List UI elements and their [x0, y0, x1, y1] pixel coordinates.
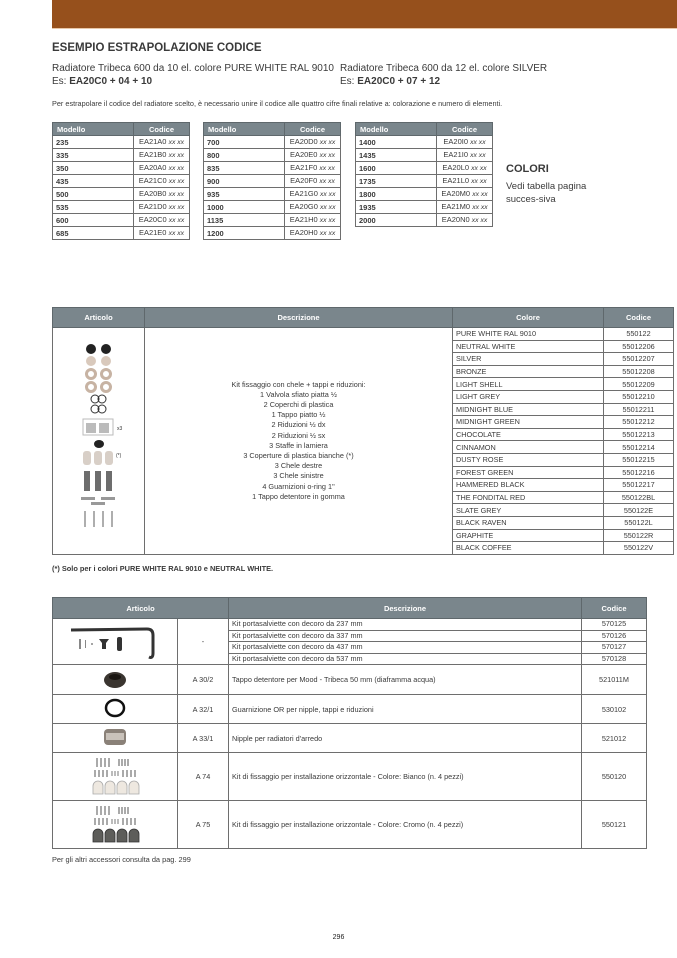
model-value: 350 [53, 162, 134, 175]
code-value: EA20I0 xx xx [437, 136, 493, 149]
model-value: 685 [53, 227, 134, 240]
accessory-description: Kit portasalviette con decoro da 437 mm [229, 642, 582, 654]
kit-description-line: 4 Guarnizioni o-ring 1" [262, 481, 335, 491]
page-number: 296 [332, 934, 345, 941]
kit-description-line: 1 Tappo piatto ½ [271, 410, 326, 420]
code-suffix: xx xx [471, 178, 487, 185]
example-2-description: Radiatore Tribeca 600 da 12 el. colore SILVER [340, 63, 548, 74]
kit-color: DUSTY ROSE [453, 453, 604, 466]
screws-icon [81, 497, 115, 505]
code-value: EA21M0 xx xx [437, 201, 493, 214]
code-value: EA20H0 xx xx [285, 227, 341, 240]
accessory-code: 570128 [582, 653, 647, 665]
model-value: 335 [53, 149, 134, 162]
accessory-code: 521011M [582, 665, 647, 695]
accessory-code: 570125 [582, 619, 647, 631]
model-row [53, 201, 190, 214]
accessory-code: 570127 [582, 642, 647, 654]
model-value: 700 [204, 136, 285, 149]
kit-header-code: Codice [604, 308, 674, 328]
kit-parts-image [59, 341, 139, 541]
model-row [204, 162, 341, 175]
model-value: 1935 [356, 201, 437, 214]
kit-color: BLACK COFFEE [453, 542, 604, 555]
kit-code: 55012210 [604, 390, 674, 403]
accessory-code: 550121 [582, 801, 647, 849]
kit-description-line: 2 Coperchi di plastica [263, 400, 334, 410]
code-value: EA20M0 xx xx [437, 188, 493, 201]
kit-code: 550122R [604, 529, 674, 542]
model-row [53, 136, 190, 149]
accessory-article: - [178, 619, 229, 665]
kit-code: 55012213 [604, 428, 674, 441]
accessory-description: Guarnizione OR per nipple, tappi e riduzioni [229, 695, 582, 724]
more-accessories-note: Per gli altri accessori consulta da pag. 299 [52, 855, 191, 864]
kit-description-line: 3 Chele sinistre [273, 471, 324, 481]
kit-table [52, 307, 674, 555]
claws-icon [84, 471, 112, 491]
code-value: EA20C0 xx xx [134, 214, 190, 227]
kit-header-description: Descrizione [145, 308, 453, 328]
example-1-prefix: Es: [52, 75, 70, 87]
kit-code: 55012217 [604, 479, 674, 492]
cap-plug-image [53, 665, 178, 695]
model-value: 1600 [356, 162, 437, 175]
model-value: 1200 [204, 227, 285, 240]
model-value: 900 [204, 175, 285, 188]
model-row [204, 201, 341, 214]
svg-text:x3: x3 [116, 425, 122, 432]
model-value: 800 [204, 149, 285, 162]
kit-description-line: 2 Riduzioni ½ sx [271, 430, 326, 440]
code-suffix: xx xx [168, 139, 185, 146]
example-1-description: Radiatore Tribeca 600 da 10 el. colore PURE WHITE RAL 9010 [52, 63, 334, 74]
accessory-code: 530102 [582, 695, 647, 724]
kit-code: 55012208 [604, 365, 674, 378]
accessory-article: A 30/2 [178, 665, 229, 695]
model-value: 1000 [204, 201, 285, 214]
accessory-row [53, 665, 647, 695]
kit-article-cell [53, 328, 145, 555]
model-table-1 [52, 122, 190, 240]
kit-code: 55012211 [604, 403, 674, 416]
code-value: EA20B0 xx xx [134, 188, 190, 201]
accessories-table [52, 597, 647, 849]
code-value: EA20L0 xx xx [437, 162, 493, 175]
kit-description-cell [145, 328, 453, 555]
kit-code: 550122 [604, 328, 674, 341]
kit-code: 550122BL [604, 491, 674, 504]
kit-code: 550122E [604, 504, 674, 517]
model-header: Modello [356, 123, 437, 136]
accessory-description: Nipple per radiatori d'arredo [229, 724, 582, 753]
header-color-bar [52, 0, 677, 29]
model-row [204, 175, 341, 188]
code-header: Codice [285, 123, 341, 136]
kit-footnote: (*) Solo per i colori PURE WHITE RAL 9010 e NEUTRAL WHITE. [52, 564, 274, 573]
code-suffix: xx xx [168, 204, 185, 211]
code-header: Codice [437, 123, 493, 136]
code-value: EA20A0 xx xx [134, 162, 190, 175]
code-suffix: xx xx [168, 152, 185, 159]
accessory-description: Kit portasalviette con decoro da 237 mm [229, 619, 582, 631]
accessory-article: A 75 [178, 801, 229, 849]
model-row [356, 175, 493, 188]
kit-color: CHOCOLATE [453, 428, 604, 441]
model-value: 1735 [356, 175, 437, 188]
code-value: EA20N0 xx xx [437, 214, 493, 227]
model-row [356, 162, 493, 175]
chrome-bracket-kit-image [53, 801, 178, 849]
model-value: 600 [53, 214, 134, 227]
model-row [53, 188, 190, 201]
kit-description-line: 2 Riduzioni ½ dx [271, 420, 326, 430]
model-row [356, 214, 493, 227]
code-suffix: xx xx [168, 191, 185, 198]
plastic-covers-icon [86, 356, 111, 366]
kit-code: 550122V [604, 542, 674, 555]
code-value: EA20D0 xx xx [285, 136, 341, 149]
accessory-row [53, 724, 647, 753]
example-1 [52, 63, 334, 88]
model-value: 435 [53, 175, 134, 188]
model-row [356, 201, 493, 214]
reductions-icon [86, 369, 110, 391]
code-suffix: xx xx [470, 152, 486, 159]
model-value: 935 [204, 188, 285, 201]
model-value: 1135 [204, 214, 285, 227]
model-row [53, 214, 190, 227]
colori-title: COLORI [506, 163, 549, 175]
model-value: 1800 [356, 188, 437, 201]
code-suffix: xx xx [168, 217, 185, 224]
example-2 [340, 63, 547, 88]
code-value: EA21H0 xx xx [285, 214, 341, 227]
code-value: EA21A0 xx xx [134, 136, 190, 149]
kit-color: BRONZE [453, 365, 604, 378]
kit-header-color: Colore [453, 308, 604, 328]
kit-color: CINNAMON [453, 441, 604, 454]
code-suffix: xx xx [471, 165, 487, 172]
accessory-article: A 32/1 [178, 695, 229, 724]
model-value: 2000 [356, 214, 437, 227]
model-row [53, 149, 190, 162]
code-header: Codice [134, 123, 190, 136]
accessory-row [53, 695, 647, 724]
model-header: Modello [204, 123, 285, 136]
model-row [53, 175, 190, 188]
kit-color: FOREST GREEN [453, 466, 604, 479]
accessory-article: A 74 [178, 753, 229, 801]
model-row [356, 136, 493, 149]
kit-description-line: Kit fissaggio con chele + tappi e riduzioni: [231, 379, 366, 389]
accessory-description: Kit portasalviette con decoro da 537 mm [229, 653, 582, 665]
accessory-row [53, 619, 647, 631]
code-suffix: xx xx [471, 217, 488, 224]
kit-color: MIDNIGHT BLUE [453, 403, 604, 416]
kit-description-line: 3 Coperture di plastica bianche (*) [243, 451, 354, 461]
nipple-image [53, 724, 178, 753]
accessory-article: A 33/1 [178, 724, 229, 753]
model-row [204, 188, 341, 201]
kit-color: GRAPHITE [453, 529, 604, 542]
code-suffix: xx xx [168, 165, 185, 172]
code-suffix: xx xx [472, 204, 488, 211]
colori-text: Vedi tabella pagina succes-siva [506, 181, 587, 205]
kit-code: 55012214 [604, 441, 674, 454]
code-suffix: xx xx [319, 204, 336, 211]
kit-color: NEUTRAL WHITE [453, 340, 604, 353]
code-suffix: xx xx [168, 230, 185, 237]
code-value: EA20E0 xx xx [285, 149, 341, 162]
model-row [204, 214, 341, 227]
code-value: EA21G0 xx xx [285, 188, 341, 201]
model-table-2 [203, 122, 341, 240]
model-value: 535 [53, 201, 134, 214]
kit-color: SLATE GREY [453, 504, 604, 517]
kit-code: 55012212 [604, 416, 674, 429]
code-value: EA21E0 xx xx [134, 227, 190, 240]
screw-plugs-icon [85, 511, 112, 527]
acc-header-description: Descrizione [229, 598, 582, 619]
kit-code: 550122L [604, 516, 674, 529]
code-suffix: xx xx [319, 152, 336, 159]
kit-code: 55012215 [604, 453, 674, 466]
accessory-description: Kit di fissaggio per installazione orizzontale - Colore: Cromo (n. 4 pezzi) [229, 801, 582, 849]
kit-header-article: Articolo [53, 308, 145, 328]
code-value: EA21L0 xx xx [437, 175, 493, 188]
svg-text:(*): (*) [115, 452, 121, 459]
kit-color: HAMMERED BLACK [453, 479, 604, 492]
accessory-row [53, 801, 647, 849]
kit-code: 55012207 [604, 353, 674, 366]
kit-description-line: 1 Tappo detentore in gomma [252, 491, 345, 501]
model-row [53, 162, 190, 175]
code-suffix: xx xx [319, 217, 336, 224]
rubber-cap-icon [94, 440, 104, 448]
section-title: ESEMPIO ESTRAPOLAZIONE CODICE [52, 42, 262, 54]
accessory-description: Kit portasalviette con decoro da 337 mm [229, 630, 582, 642]
kit-color: BLACK RAVEN [453, 516, 604, 529]
model-row [204, 136, 341, 149]
kit-color: SILVER [453, 353, 604, 366]
o-ring-image [53, 695, 178, 724]
model-value: 1400 [356, 136, 437, 149]
model-value: 235 [53, 136, 134, 149]
code-value: EA20G0 xx xx [285, 201, 341, 214]
code-value: EA21D0 xx xx [134, 201, 190, 214]
code-value: EA20F0 xx xx [285, 175, 341, 188]
model-row [204, 149, 341, 162]
model-value: 500 [53, 188, 134, 201]
code-suffix: xx xx [319, 230, 336, 237]
model-value: 1435 [356, 149, 437, 162]
kit-color: PURE WHITE RAL 9010 [453, 328, 604, 341]
model-value: 835 [204, 162, 285, 175]
accessory-code: 521012 [582, 724, 647, 753]
code-suffix: xx xx [168, 178, 185, 185]
model-row [356, 149, 493, 162]
code-suffix: xx xx [319, 165, 335, 172]
model-row [53, 227, 190, 240]
kit-description-line: 3 Staffe in lamiera [269, 440, 328, 450]
kit-code: 55012216 [604, 466, 674, 479]
accessory-description: Tappo detentore per Mood - Tribeca 50 mm (diaframma acqua) [229, 665, 582, 695]
code-suffix: xx xx [470, 139, 486, 146]
code-suffix: xx xx [319, 191, 336, 198]
code-value: EA21C0 xx xx [134, 175, 190, 188]
accessory-code: 550120 [582, 753, 647, 801]
kit-code: 55012206 [604, 340, 674, 353]
kit-color: MIDNIGHT GREEN [453, 416, 604, 429]
code-note: Per estrapolare il codice del radiatore scelto, è necessario unire il codice alle quattro cifre finali relative a: colorazione e numero di elementi. [52, 99, 503, 108]
white-bracket-kit-image [53, 753, 178, 801]
example-2-prefix: Es: [340, 75, 358, 87]
model-row [204, 227, 341, 240]
code-suffix: xx xx [319, 139, 336, 146]
code-suffix: xx xx [472, 191, 488, 198]
kit-color: LIGHT GREY [453, 390, 604, 403]
code-suffix: xx xx [319, 178, 335, 185]
kit-description-line: 1 Valvola sfiato piatta ½ [260, 389, 337, 399]
valve-caps-icon [86, 344, 111, 354]
example-1-code: EA20C0 + 04 + 10 [69, 75, 153, 87]
acc-header-code: Codice [582, 598, 647, 619]
white-covers-icon [83, 451, 122, 465]
brackets-icon [83, 419, 123, 435]
example-2-code: EA20C0 + 07 + 12 [357, 75, 441, 87]
accessory-row [53, 753, 647, 801]
code-value: EA21F0 xx xx [285, 162, 341, 175]
kit-code: 55012209 [604, 378, 674, 391]
kit-color: THE FONDITAL RED [453, 491, 604, 504]
accessory-code: 570126 [582, 630, 647, 642]
model-row [356, 188, 493, 201]
towel-rail-image [53, 619, 178, 665]
code-value: EA21I0 xx xx [437, 149, 493, 162]
code-value: EA21B0 xx xx [134, 149, 190, 162]
o-rings-icon [91, 395, 106, 413]
model-header: Modello [53, 123, 134, 136]
acc-header-article: Articolo [53, 598, 229, 619]
kit-description-line: 3 Chele destre [274, 461, 323, 471]
model-table-3 [355, 122, 493, 227]
accessory-description: Kit di fissaggio per installazione orizzontale - Colore: Bianco (n. 4 pezzi) [229, 753, 582, 801]
kit-row [53, 328, 674, 341]
kit-color: LIGHT SHELL [453, 378, 604, 391]
